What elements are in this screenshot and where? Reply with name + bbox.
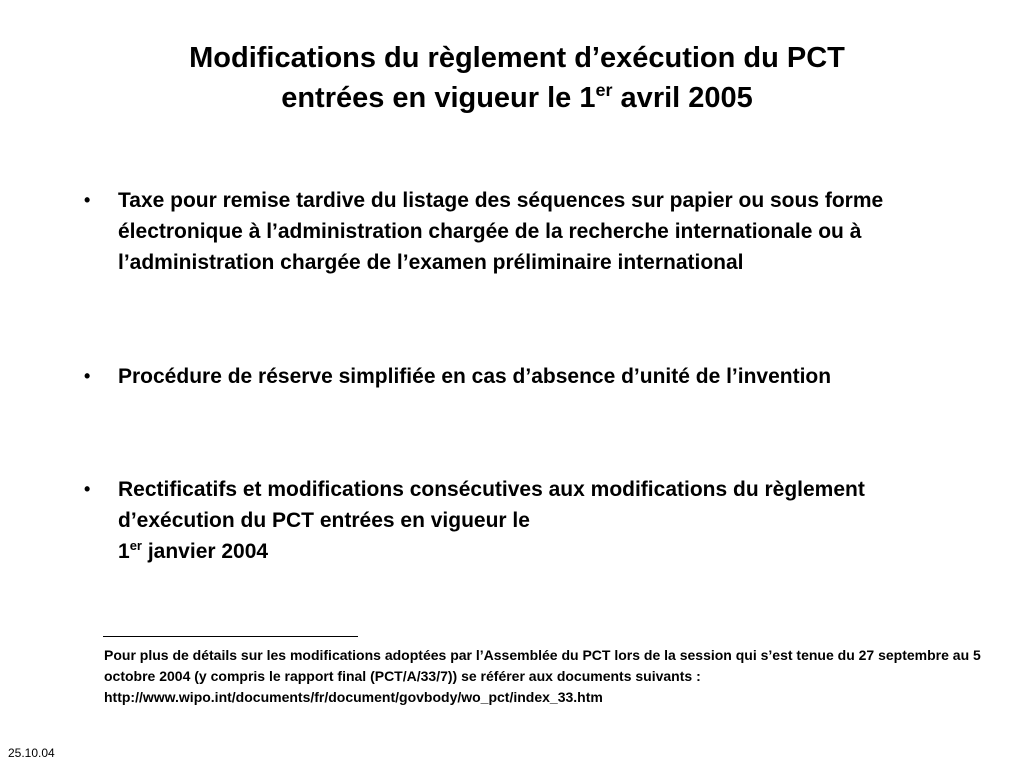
bullet-text: Taxe pour remise tardive du listage des séquences sur papier ou sous forme électronique à l’administration chargée de la recherche internationale ou à l’administration chargée de l’examen préliminaire international xyxy=(118,189,884,274)
title-line-1: Modifications du règlement d’exécution du PCT xyxy=(189,42,845,74)
slide-title xyxy=(0,38,1024,118)
bullet-text-number: 1 xyxy=(118,540,130,563)
slide-date: 25.10.04 xyxy=(8,746,55,760)
title-line-2-start: entrées en vigueur le 1 xyxy=(281,82,596,114)
bullet-text-superscript: er xyxy=(129,538,142,554)
footnote: Pour plus de détails sur les modifications adoptées par l’Assemblée du PCT lors de la session qui s’est tenue du 27 septembre au 5 octobre 2004 (y compris le rapport final (PCT/A/33/7)) se référer aux documents suivants : http://www.wipo.int/documents/fr/document/govbody/wo_pct/index_33.htm xyxy=(104,647,981,705)
bullet-dot-icon: • xyxy=(84,479,91,499)
title-superscript: er xyxy=(595,80,613,101)
bullet-text-end: janvier 2004 xyxy=(142,540,269,563)
bullet-dot-icon: • xyxy=(84,366,91,386)
bullet-dot-icon: • xyxy=(84,190,91,210)
bullet-item-rectifications xyxy=(80,474,970,567)
title-line-2 xyxy=(0,78,1024,118)
bullet-text xyxy=(118,474,970,567)
bullet-item-protest-procedure xyxy=(80,361,970,392)
bullet-text: Procédure de réserve simplifiée en cas d’absence d’unité de l’invention xyxy=(118,365,832,388)
bullet-text-start: Rectificatifs et modifications consécutives aux modifications du règlement d’exécution du PCT entrées en vigueur le xyxy=(118,478,865,532)
bullet-item-late-fee xyxy=(80,185,970,278)
title-line-2-end: avril 2005 xyxy=(612,82,753,114)
footnote-divider xyxy=(103,636,358,637)
